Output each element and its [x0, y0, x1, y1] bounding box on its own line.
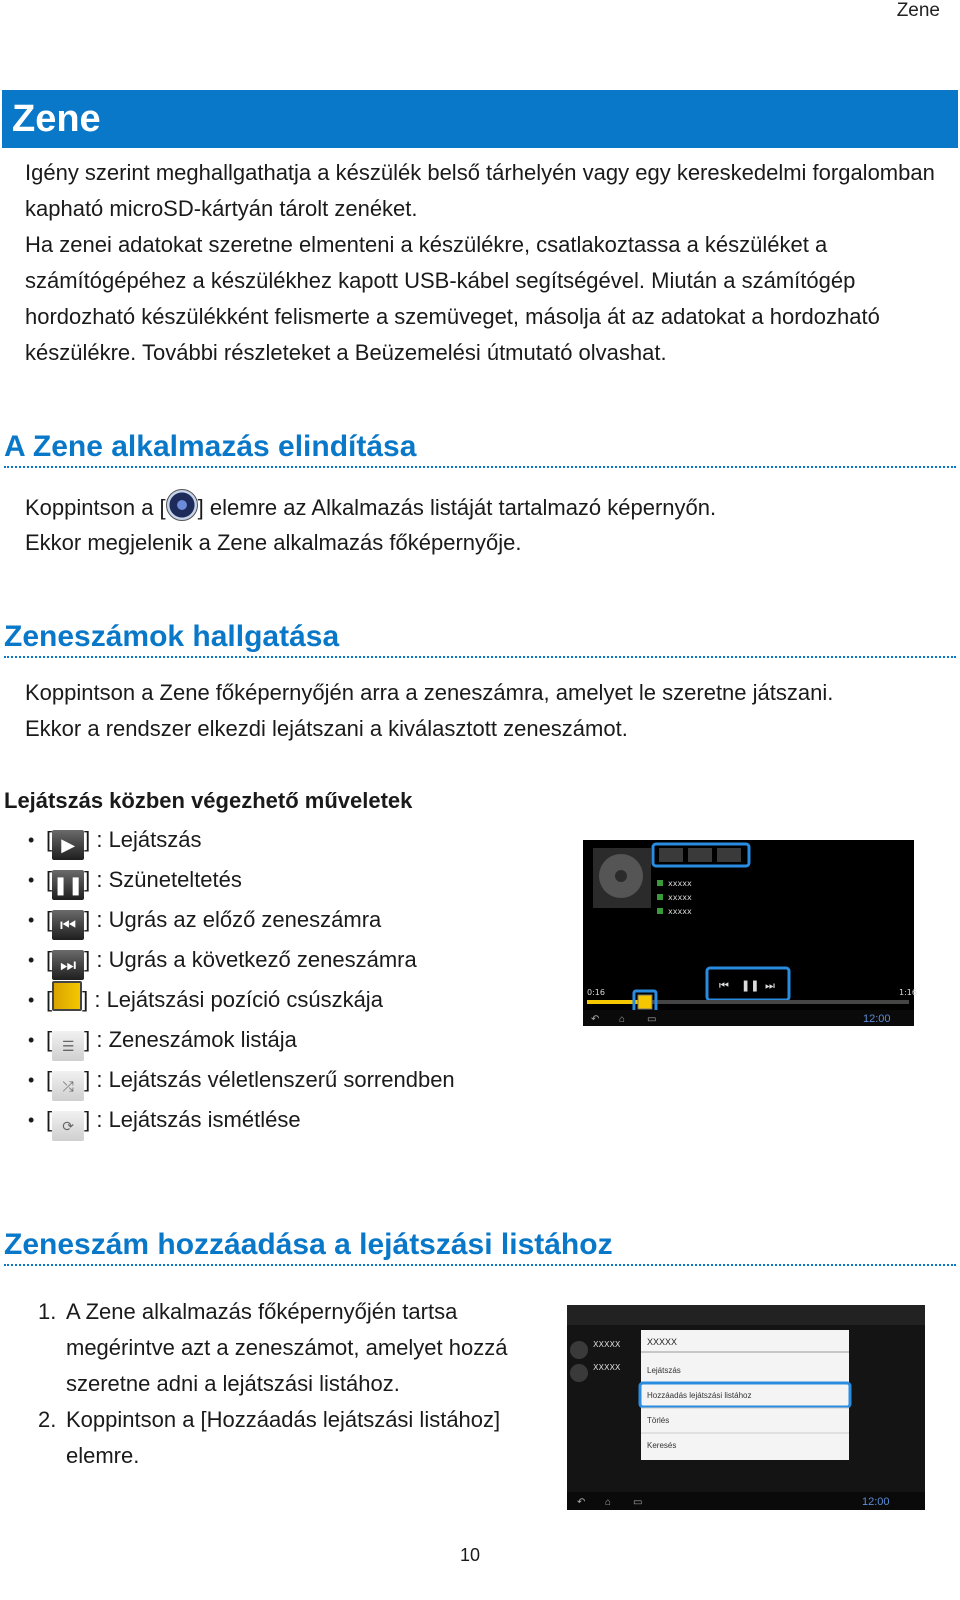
list-item	[46, 1058, 546, 1098]
start-line-2: Ekkor megjelenik a Zene alkalmazás főképernyője.	[25, 530, 522, 555]
chapter-title: Zene	[12, 98, 101, 140]
play-icon: ▶	[52, 830, 84, 860]
bracket: [	[46, 1067, 53, 1092]
bracket: [	[46, 1107, 53, 1132]
home-icon: ⌂	[605, 1497, 612, 1508]
back-icon: ↶	[591, 1014, 600, 1025]
menu-item-delete[interactable]: Törlés	[647, 1416, 670, 1425]
context-menu-screenshot	[567, 1305, 925, 1510]
bracket: [	[46, 947, 53, 972]
section-title-start: A Zene alkalmazás elindítása	[4, 430, 956, 468]
bracket: [	[46, 827, 53, 852]
list-item	[38, 1294, 538, 1402]
track-row: XXXXX	[593, 1340, 621, 1349]
intro-paragraph-2: Ha zenei adatokat szeretne elmenteni a készülékre, csatlakoztassa a készüléket a számítógépéhez a készülékhez kapott USB-kábel segítségével. Miután a számítógép hordozható készülékként felismerte a szemüveget, másolja át az adatokat a hordozható készülékre. További részleteket a Beüzemelési útmutató olvashat.	[25, 232, 880, 365]
section-title-listen: Zeneszámok hallgatása	[4, 620, 956, 658]
previous-track-icon: ⏮	[719, 980, 729, 992]
bracket: [	[46, 987, 53, 1012]
list-item	[46, 858, 546, 898]
page-number: 10	[460, 1545, 481, 1565]
op-label: ] : Lejátszási pozíció csúszkája	[82, 987, 383, 1012]
menu-item-search[interactable]: Keresés	[647, 1441, 677, 1450]
step-text: Koppintson a [Hozzáadás lejátszási listához] elemre.	[66, 1407, 501, 1468]
list-item	[46, 818, 546, 858]
menu-item-play[interactable]: Lejátszás	[647, 1366, 681, 1375]
list-item	[46, 978, 546, 1018]
chapter-banner	[2, 90, 958, 148]
shuffle-icon: ⤮	[52, 1071, 84, 1101]
start-line-1	[25, 489, 950, 526]
music-app-icon	[166, 489, 198, 521]
op-label: ] : Ugrás az előző zeneszámra	[84, 907, 382, 932]
step-text: A Zene alkalmazás főképernyőjén tartsa megérintve azt a zeneszámot, amelyet hozzá szeretne adni a lejátszási listához.	[66, 1299, 508, 1396]
repeat-icon: ⟳	[52, 1111, 84, 1141]
op-label: ] : Ugrás a következő zeneszámra	[84, 947, 417, 972]
pause-icon: ❚❚	[741, 980, 760, 992]
running-header: Zene	[896, 0, 940, 21]
seek-slider-icon	[52, 981, 82, 1011]
track-list-icon: ☰	[52, 1031, 84, 1061]
list-item	[46, 898, 546, 938]
home-icon: ⌂	[619, 1014, 626, 1025]
list-item	[46, 938, 546, 978]
player-screenshot	[583, 840, 917, 1026]
step-number: 1.	[38, 1299, 57, 1324]
clock: 12:00	[863, 1013, 891, 1025]
list-item	[46, 1018, 546, 1058]
list-item	[46, 1098, 546, 1138]
track-row: xxxxx	[668, 879, 692, 888]
tab-bar	[567, 1305, 925, 1325]
listen-line-2: Ekkor a rendszer elkezdi lejátszani a kiválasztott zeneszámot.	[25, 716, 628, 741]
op-label: ] : Lejátszás ismétlése	[84, 1107, 301, 1132]
time-elapsed: 0:16	[587, 988, 605, 997]
context-menu-drawing	[567, 1305, 925, 1510]
next-track-icon: ⏭	[52, 950, 84, 980]
operations-title: Lejátszás közben végezhető műveletek	[4, 788, 413, 813]
recent-apps-icon: ▭	[647, 1014, 657, 1025]
track-row: xxxxx	[668, 907, 692, 916]
bracket: [	[46, 1027, 53, 1052]
section-title-playlist: Zeneszám hozzáadása a lejátszási listához	[4, 1228, 956, 1266]
step-number: 2.	[38, 1407, 57, 1432]
op-label: ] : Zeneszámok listája	[84, 1027, 297, 1052]
back-icon: ↶	[577, 1497, 586, 1508]
start-line-1-after: ] elemre az Alkalmazás listáját tartalmazó képernyőn.	[197, 495, 717, 520]
time-total: 1:16	[899, 988, 917, 997]
previous-track-icon: ⏮	[52, 910, 84, 940]
list-item	[38, 1402, 538, 1474]
seek-thumb	[638, 995, 652, 1009]
track-row: xxxxx	[668, 893, 692, 902]
op-label: ] : Lejátszás	[84, 827, 202, 852]
intro-paragraph-1: Igény szerint meghallgathatja a készülék belső tárhelyén vagy egy kereskedelmi forgalomban kapható microSD-kártyán tárolt zenéket.	[25, 160, 935, 221]
pause-icon: ❚❚	[52, 870, 84, 900]
player-screenshot-drawing	[583, 840, 917, 1026]
track-row: XXXXX	[593, 1363, 621, 1372]
context-menu-title: XXXXX	[647, 1337, 678, 1347]
repeat-icon	[717, 848, 741, 862]
shuffle-icon	[688, 848, 712, 862]
next-track-icon: ⏭	[765, 980, 775, 992]
seek-progress	[587, 1000, 645, 1004]
recent-apps-icon: ▭	[633, 1497, 643, 1508]
steps-list	[38, 1294, 538, 1474]
clock: 12:00	[862, 1496, 890, 1508]
start-line-1-before: Koppintson a [	[25, 495, 166, 520]
op-label: ] : Szüneteltetés	[84, 867, 242, 892]
bracket: [	[46, 867, 53, 892]
track-list-icon	[659, 848, 683, 862]
operations-list	[46, 818, 546, 1138]
op-label: ] : Lejátszás véletlenszerű sorrendben	[84, 1067, 455, 1092]
bracket: [	[46, 907, 53, 932]
menu-item-add-to-playlist[interactable]: Hozzáadás lejátszási listához	[647, 1391, 752, 1400]
listen-line-1: Koppintson a Zene főképernyőjén arra a zeneszámra, amelyet le szeretne játszani.	[25, 680, 834, 705]
